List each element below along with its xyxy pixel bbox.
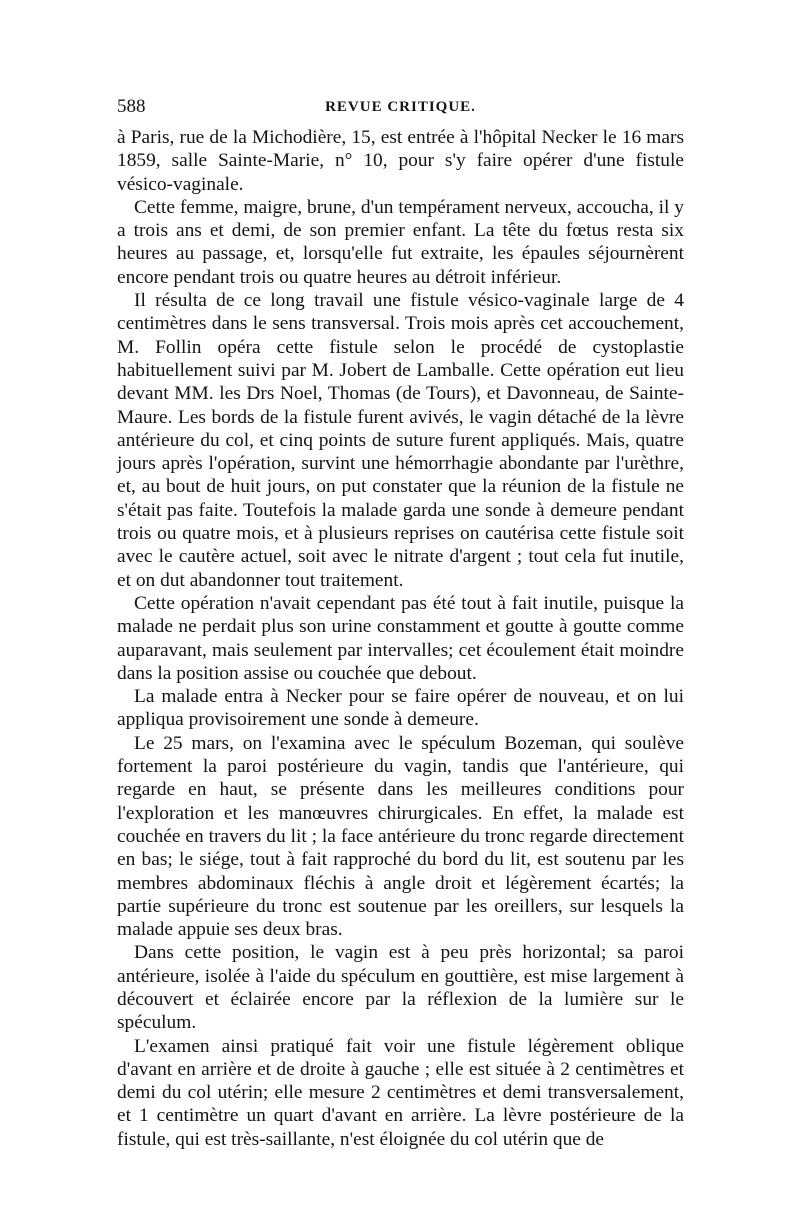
paragraph: Cette opération n'avait cependant pas été tout à fait inutile, puisque la malade ne perdait plus son urine constamment et goutte à goutte comme auparavant, mais seulement par intervalles; cet écoulement était moindre dans la position assise ou couchée que debout.: [117, 592, 684, 684]
paragraph: Dans cette position, le vagin est à peu près horizontal; sa paroi antérieure, isolée à l'aide du spéculum en gouttière, est mise largement à découvert et éclairée encore par la réflexion de la lumière sur le spéculum.: [117, 942, 684, 1034]
paragraph: Il résulta de ce long travail une fistule vésico-vaginale large de 4 centimètres dans le sens transversal. Trois mois après cet accouchement, M. Follin opéra cette fistule selon le procédé de cystoplastie habituellement suivi par M. Jobert de Lamballe. Cette opération eut lieu devant MM. les Drs Noel, Thomas (de Tours), et Davonneau, de Sainte-Maure. Les bords de la fistule furent avivés, le vagin détaché de la lèvre antérieure du col, et cinq points de suture furent appliqués. Mais, quatre jours après l'opération, survint une hémorrhagie abondante par l'urèthre, et, au bout de huit jours, on put constater que la réunion de la fistule ne s'était pas faite. Toutefois la malade garda une sonde à demeure pendant trois ou quatre mois, et à plusieurs reprises on cautérisa cette fistule soit avec le cautère actuel, soit avec le nitrate d'argent ; tout cela fut inutile, et on dut abandonner tout traitement.: [117, 290, 684, 591]
running-title: REVUE CRITIQUE.: [325, 99, 476, 115]
paragraph: Cette femme, maigre, brune, d'un tempérament nerveux, accoucha, il y a trois ans et demi, de son premier enfant. La tête du fœtus resta six heures au passage, et, lorsqu'elle fut extraite, les épaules séjournèrent encore pendant trois ou quatre heures au détroit inférieur.: [117, 196, 684, 288]
paragraph: Le 25 mars, on l'examina avec le spéculum Bozeman, qui soulève fortement la paroi postérieure du vagin, tandis que l'antérieure, qui regarde en haut, se présente dans les meilleures conditions pour l'exploration et les manœuvres chirurgicales. En effet, la malade est couchée en travers du lit ; la face antérieure du tronc regarde directement en bas; le siége, tout à fait rapproché du bord du lit, est soutenu par les membres abdominaux fléchis à angle droit et légèrement écartés; la partie supérieure du tronc est soutenue par les oreillers, sur lesquels la malade appuie ses deux bras.: [117, 732, 684, 941]
paragraph: La malade entra à Necker pour se faire opérer de nouveau, et on lui appliqua provisoirement une sonde à demeure.: [117, 686, 684, 731]
page-number: 588: [117, 96, 146, 117]
body-text: [117, 126, 684, 1151]
paragraph: L'examen ainsi pratiqué fait voir une fistule légèrement oblique d'avant en arrière et de droite à gauche ; elle est située à 2 centimètres et demi du col utérin; elle mesure 2 centimètres et demi transversalement, et 1 centimètre un quart d'avant en arrière. La lèvre postérieure de la fistule, qui est très-saillante, n'est éloignée du col utérin que de: [117, 1035, 684, 1150]
paragraph: à Paris, rue de la Michodière, 15, est entrée à l'hôpital Necker le 16 mars 1859, salle Sainte-Marie, n° 10, pour s'y faire opérer d'une fistule vésico-vaginale.: [117, 127, 684, 195]
